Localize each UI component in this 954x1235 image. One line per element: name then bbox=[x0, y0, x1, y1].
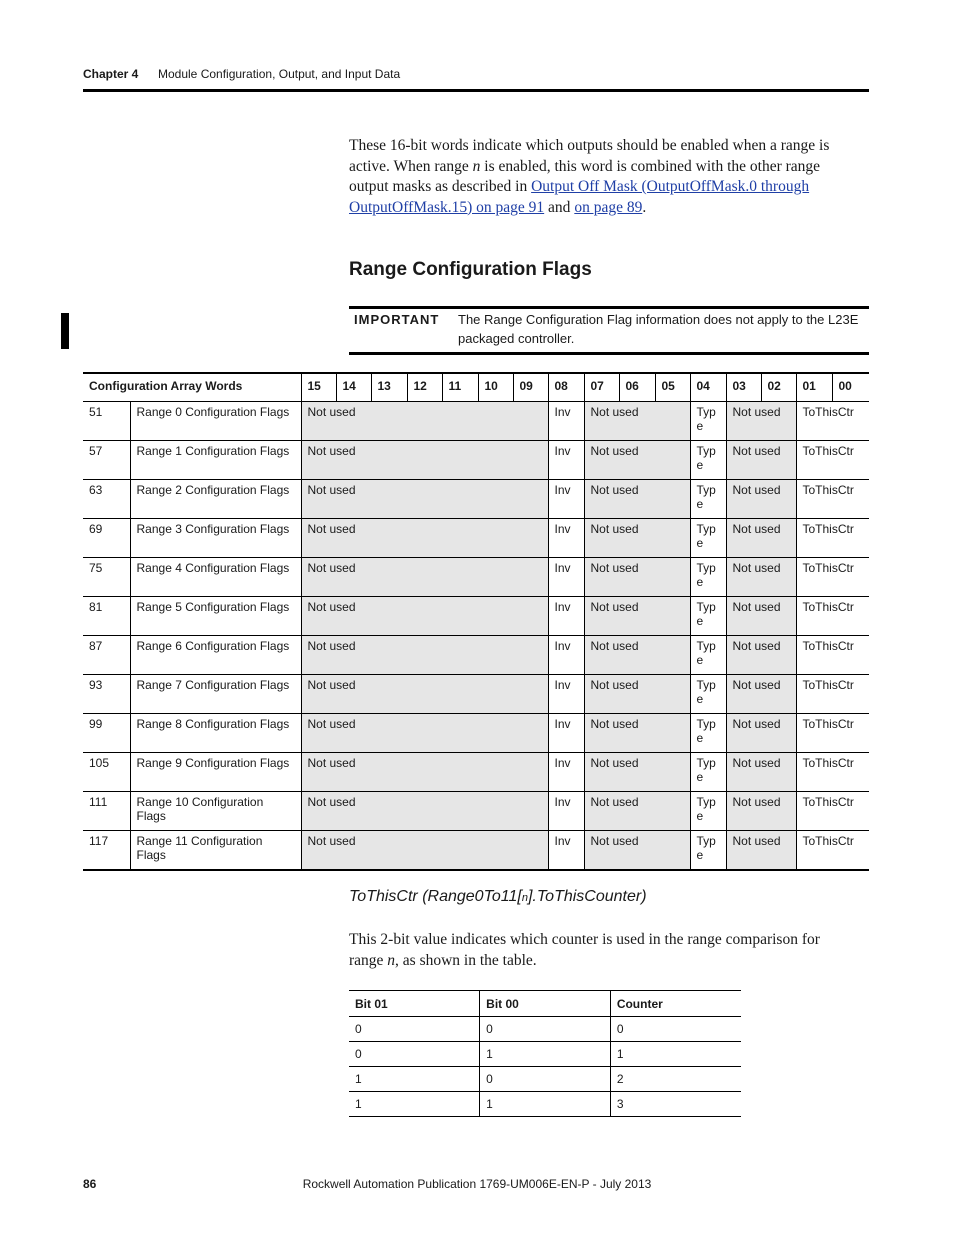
bit-04-cell: Typ e bbox=[690, 558, 726, 597]
bits-15-09-cell: Not used bbox=[301, 441, 548, 480]
publication-info: Rockwell Automation Publication 1769-UM006E-EN-P - July 2013 bbox=[302, 1177, 652, 1191]
bits-15-09-cell: Not used bbox=[301, 714, 548, 753]
counter-cell: 3 bbox=[610, 1092, 741, 1117]
bits-01-00-cell: ToThisCtr bbox=[796, 714, 869, 753]
bits-01-00-cell: ToThisCtr bbox=[796, 753, 869, 792]
table-row bbox=[83, 714, 869, 753]
bits-03-02-cell: Not used bbox=[726, 636, 796, 675]
bits-15-09-cell: Not used bbox=[301, 792, 548, 831]
table-row bbox=[83, 792, 869, 831]
bit-04-cell: Typ e bbox=[690, 675, 726, 714]
counter-cell: 0 bbox=[349, 1042, 480, 1067]
bits-03-02-cell: Not used bbox=[726, 714, 796, 753]
word-cell: 105 bbox=[83, 753, 130, 792]
bits-15-09-cell: Not used bbox=[301, 480, 548, 519]
bit-04-cell: Typ e bbox=[690, 480, 726, 519]
bit-04-cell: Typ e bbox=[690, 831, 726, 871]
table-row bbox=[83, 753, 869, 792]
important-label: IMPORTANT bbox=[354, 312, 440, 327]
bits-07-05-cell: Not used bbox=[584, 597, 690, 636]
bits-07-05-cell: Not used bbox=[584, 519, 690, 558]
header-bit-10: 10 bbox=[478, 373, 513, 402]
counter-row bbox=[349, 1067, 741, 1092]
bit-04-cell: Typ e bbox=[690, 597, 726, 636]
word-cell: 93 bbox=[83, 675, 130, 714]
header-bit-09: 09 bbox=[513, 373, 548, 402]
counter-text-1: This 2-bit value indicates which counter is used in the range comparison for range bbox=[349, 931, 820, 969]
header-bit-05: 05 bbox=[655, 373, 690, 402]
bits-15-09-cell: Not used bbox=[301, 675, 548, 714]
intro-text-2: is enabled, this word is combined with the other range output masks as described in bbox=[349, 157, 821, 195]
header-bit-00: 00 bbox=[832, 373, 869, 402]
bits-07-05-cell: Not used bbox=[584, 480, 690, 519]
bit-08-cell: Inv bbox=[548, 519, 584, 558]
bit-04-cell: Typ e bbox=[690, 792, 726, 831]
table-row bbox=[83, 597, 869, 636]
name-cell: Range 1 Configuration Flags bbox=[130, 441, 301, 480]
word-cell: 99 bbox=[83, 714, 130, 753]
counter-cell: 2 bbox=[610, 1067, 741, 1092]
header-bit-07: 07 bbox=[584, 373, 619, 402]
table-row bbox=[83, 675, 869, 714]
chapter-title: Module Configuration, Output, and Input Data bbox=[158, 67, 401, 81]
counter-table bbox=[349, 990, 741, 1117]
bits-01-00-cell: ToThisCtr bbox=[796, 519, 869, 558]
chapter-label: Chapter 4 bbox=[83, 67, 139, 81]
bit-04-cell: Typ e bbox=[690, 519, 726, 558]
important-bottom-rule bbox=[349, 352, 869, 355]
counter-cell: 1 bbox=[610, 1042, 741, 1067]
header-bit-00: Bit 00 bbox=[480, 991, 611, 1017]
word-cell: 51 bbox=[83, 402, 130, 441]
bits-01-00-cell: ToThisCtr bbox=[796, 480, 869, 519]
table-header-row bbox=[83, 373, 869, 402]
important-text: The Range Configuration Flag information does not apply to the L23E packaged controller. bbox=[458, 312, 859, 346]
subsection-title-post: ].ToThisCounter) bbox=[527, 888, 647, 905]
header-bit-01: 01 bbox=[796, 373, 832, 402]
word-cell: 81 bbox=[83, 597, 130, 636]
bits-15-09-cell: Not used bbox=[301, 831, 548, 871]
counter-header-row bbox=[349, 991, 741, 1017]
word-cell: 63 bbox=[83, 480, 130, 519]
bits-01-00-cell: ToThisCtr bbox=[796, 831, 869, 871]
bit-04-cell: Typ e bbox=[690, 402, 726, 441]
counter-row bbox=[349, 1092, 741, 1117]
counter-cell: 0 bbox=[480, 1067, 611, 1092]
intro-text-1: These 16-bit words indicate which outputs should be enabled when a range is active. When range bbox=[349, 137, 830, 175]
word-cell: 69 bbox=[83, 519, 130, 558]
word-cell: 57 bbox=[83, 441, 130, 480]
bit-08-cell: Inv bbox=[548, 792, 584, 831]
section-title: Range Configuration Flags bbox=[349, 259, 592, 280]
bits-01-00-cell: ToThisCtr bbox=[796, 675, 869, 714]
bits-03-02-cell: Not used bbox=[726, 792, 796, 831]
bit-04-cell: Typ e bbox=[690, 714, 726, 753]
header-bit-02: 02 bbox=[761, 373, 796, 402]
important-top-rule bbox=[349, 306, 869, 309]
bit-08-cell: Inv bbox=[548, 480, 584, 519]
bits-03-02-cell: Not used bbox=[726, 519, 796, 558]
subsection-title bbox=[349, 888, 647, 906]
header-bit-15: 15 bbox=[301, 373, 336, 402]
bits-07-05-cell: Not used bbox=[584, 753, 690, 792]
bit-08-cell: Inv bbox=[548, 597, 584, 636]
word-cell: 87 bbox=[83, 636, 130, 675]
bit-04-cell: Typ e bbox=[690, 636, 726, 675]
bits-01-00-cell: ToThisCtr bbox=[796, 402, 869, 441]
intro-and: and bbox=[544, 198, 575, 216]
table-row bbox=[83, 519, 869, 558]
bits-15-09-cell: Not used bbox=[301, 636, 548, 675]
name-cell: Range 5 Configuration Flags bbox=[130, 597, 301, 636]
counter-cell: 0 bbox=[349, 1017, 480, 1042]
header-rule bbox=[83, 89, 869, 92]
bits-01-00-cell: ToThisCtr bbox=[796, 792, 869, 831]
bit-08-cell: Inv bbox=[548, 714, 584, 753]
bits-01-00-cell: ToThisCtr bbox=[796, 597, 869, 636]
name-cell: Range 3 Configuration Flags bbox=[130, 519, 301, 558]
page-89-link[interactable]: on page 89 bbox=[574, 198, 643, 216]
counter-n: n bbox=[387, 951, 396, 969]
bits-01-00-cell: ToThisCtr bbox=[796, 441, 869, 480]
bits-07-05-cell: Not used bbox=[584, 831, 690, 871]
word-cell: 75 bbox=[83, 558, 130, 597]
bits-07-05-cell: Not used bbox=[584, 441, 690, 480]
bits-03-02-cell: Not used bbox=[726, 558, 796, 597]
header-bit-01: Bit 01 bbox=[349, 991, 480, 1017]
bit-08-cell: Inv bbox=[548, 675, 584, 714]
name-cell: Range 7 Configuration Flags bbox=[130, 675, 301, 714]
table-row bbox=[83, 402, 869, 441]
bits-03-02-cell: Not used bbox=[726, 675, 796, 714]
name-cell: Range 2 Configuration Flags bbox=[130, 480, 301, 519]
bits-15-09-cell: Not used bbox=[301, 753, 548, 792]
bits-01-00-cell: ToThisCtr bbox=[796, 558, 869, 597]
change-bar bbox=[61, 313, 69, 349]
header-bit-11: 11 bbox=[442, 373, 478, 402]
bits-03-02-cell: Not used bbox=[726, 831, 796, 871]
bits-01-00-cell: ToThisCtr bbox=[796, 636, 869, 675]
bit-04-cell: Typ e bbox=[690, 753, 726, 792]
bits-03-02-cell: Not used bbox=[726, 441, 796, 480]
table-row bbox=[83, 831, 869, 871]
table-row bbox=[83, 480, 869, 519]
name-cell: Range 4 Configuration Flags bbox=[130, 558, 301, 597]
counter-cell: 0 bbox=[610, 1017, 741, 1042]
table-row bbox=[83, 636, 869, 675]
name-cell: Range 6 Configuration Flags bbox=[130, 636, 301, 675]
counter-paragraph bbox=[349, 930, 849, 971]
name-cell: Range 9 Configuration Flags bbox=[130, 753, 301, 792]
counter-cell: 1 bbox=[480, 1092, 611, 1117]
bit-08-cell: Inv bbox=[548, 558, 584, 597]
header-bit-12: 12 bbox=[407, 373, 442, 402]
name-cell: Range 11 Configuration Flags bbox=[130, 831, 301, 871]
bits-03-02-cell: Not used bbox=[726, 402, 796, 441]
bits-07-05-cell: Not used bbox=[584, 792, 690, 831]
header-bit-08: 08 bbox=[548, 373, 584, 402]
table-row bbox=[83, 441, 869, 480]
output-off-mask-link[interactable]: Output Off Mask (OutputOffMask.0 through OutputOffMask.15) on page 91 bbox=[349, 178, 810, 216]
counter-row bbox=[349, 1017, 741, 1042]
bits-15-09-cell: Not used bbox=[301, 597, 548, 636]
bit-08-cell: Inv bbox=[548, 636, 584, 675]
intro-end: . bbox=[642, 198, 647, 216]
counter-cell: 1 bbox=[349, 1067, 480, 1092]
bits-07-05-cell: Not used bbox=[584, 714, 690, 753]
word-cell: 117 bbox=[83, 831, 130, 871]
header-bit-06: 06 bbox=[619, 373, 655, 402]
header-config-words: Configuration Array Words bbox=[83, 373, 301, 402]
counter-cell: 0 bbox=[480, 1017, 611, 1042]
counter-row bbox=[349, 1042, 741, 1067]
bits-03-02-cell: Not used bbox=[726, 597, 796, 636]
header-bit-14: 14 bbox=[336, 373, 371, 402]
name-cell: Range 0 Configuration Flags bbox=[130, 402, 301, 441]
bits-03-02-cell: Not used bbox=[726, 480, 796, 519]
table-row bbox=[83, 558, 869, 597]
name-cell: Range 8 Configuration Flags bbox=[130, 714, 301, 753]
counter-text-2: , as shown in the table. bbox=[395, 951, 537, 969]
word-cell: 111 bbox=[83, 792, 130, 831]
bit-08-cell: Inv bbox=[548, 753, 584, 792]
bits-03-02-cell: Not used bbox=[726, 753, 796, 792]
header-bit-03: 03 bbox=[726, 373, 761, 402]
intro-paragraph bbox=[349, 136, 849, 218]
counter-cell: 1 bbox=[349, 1092, 480, 1117]
header-bit-04: 04 bbox=[690, 373, 726, 402]
bits-15-09-cell: Not used bbox=[301, 519, 548, 558]
page-number: 86 bbox=[83, 1177, 97, 1191]
bits-15-09-cell: Not used bbox=[301, 558, 548, 597]
bit-08-cell: Inv bbox=[548, 441, 584, 480]
bits-07-05-cell: Not used bbox=[584, 675, 690, 714]
bits-07-05-cell: Not used bbox=[584, 558, 690, 597]
header-bit-13: 13 bbox=[371, 373, 407, 402]
counter-cell: 1 bbox=[480, 1042, 611, 1067]
bit-04-cell: Typ e bbox=[690, 441, 726, 480]
subsection-title-n: n bbox=[521, 892, 528, 904]
name-cell: Range 10 Configuration Flags bbox=[130, 792, 301, 831]
configuration-table bbox=[83, 372, 869, 871]
bit-08-cell: Inv bbox=[548, 402, 584, 441]
header-counter: Counter bbox=[610, 991, 741, 1017]
bit-08-cell: Inv bbox=[548, 831, 584, 871]
intro-n: n bbox=[472, 157, 481, 175]
bits-15-09-cell: Not used bbox=[301, 402, 548, 441]
bits-07-05-cell: Not used bbox=[584, 636, 690, 675]
bits-07-05-cell: Not used bbox=[584, 402, 690, 441]
subsection-title-pre: ToThisCtr (Range0To11[ bbox=[349, 888, 522, 905]
